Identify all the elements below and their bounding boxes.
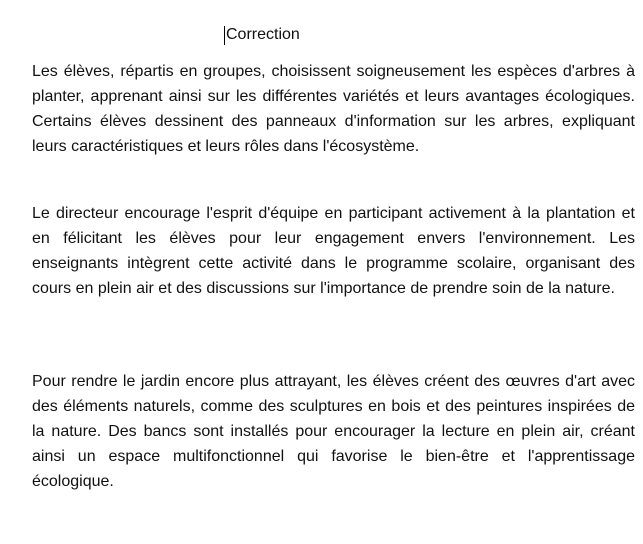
paragraph-2: Le directeur encourage l'esprit d'équipe en participant activement à la plantation et en félicitant les élèves pour leur engagement envers l'environnement. Les enseignants intègrent cette activité dans le programme scolaire, organisant des cours en plein air et des discussions sur l'importance de prendre soin de la nature. [32,205,635,297]
paragraph-1: Les élèves, répartis en groupes, choisissent soigneusement les espèces d'arbres à planter, apprenant ainsi sur les différentes variétés et leurs avantages écologiques. Certains élèves dessinent des panneaux d'information sur les arbres, expliquant leurs caractéristiques et leurs rôles dans l'écosystème. [32,63,635,155]
paragraph-3: Pour rendre le jardin encore plus attrayant, les élèves créent des œuvres d'art avec des éléments naturels, comme des sculptures en bois et des peintures inspirées de la nature. Des bancs sont installés pour encourager la lecture en plein air, créant ainsi un espace multifonctionnel qui favorise le bien-être et l'apprentissage écologique. [32,373,635,490]
text-cursor [224,26,225,45]
document-title: Correction [226,26,300,43]
